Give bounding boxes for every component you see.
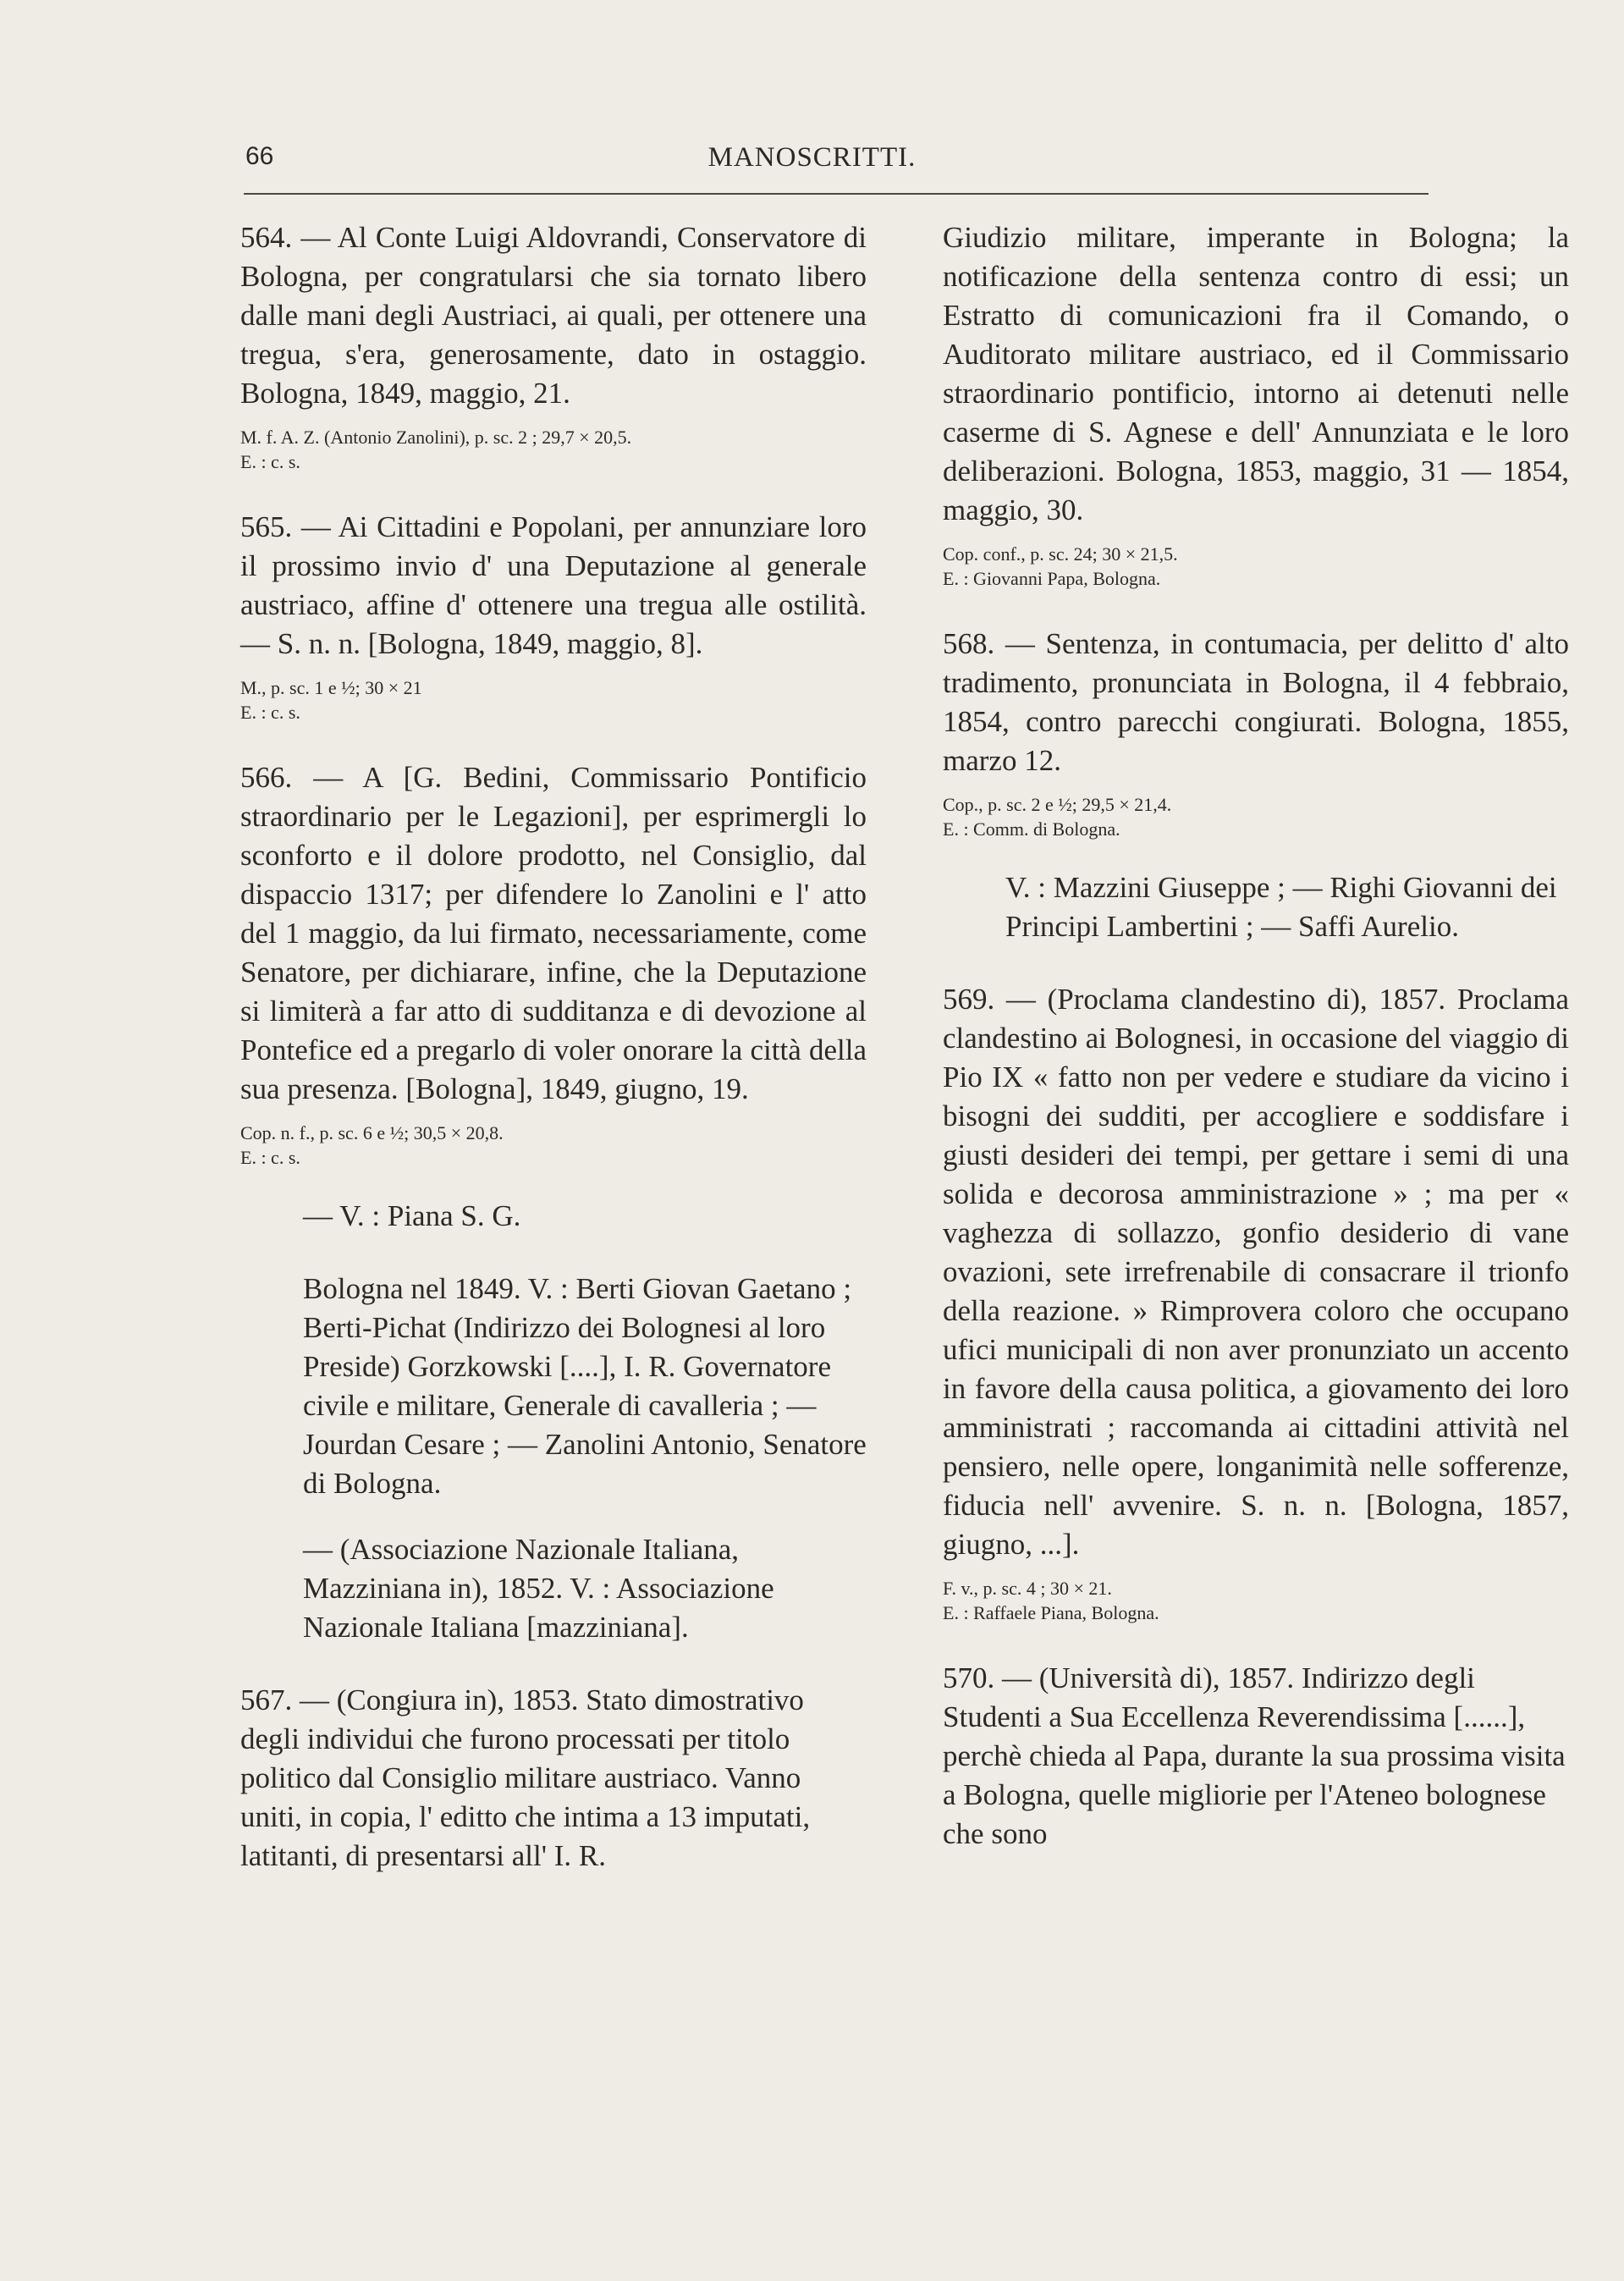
- note-line: E. : Comm. di Bologna.: [943, 818, 1120, 840]
- entry-note: [240, 675, 867, 725]
- entry-note: [943, 1576, 1569, 1625]
- subject-heading-bologna-1849: Bologna nel 1849. V. : Berti Giovan Gaetano ; Berti-Pichat (Indirizzo dei Bolognesi al loro Preside) Gorzkowski [....], I. R. Governatore civile e militare, Generale di cavalleria ; — Jourdan Cesare ; — Zanolini Antonio, Senatore di Bologna.: [303, 1272, 867, 1500]
- running-title: MANOSCRITTI.: [707, 142, 917, 173]
- note-line: E. : Giovanni Papa, Bologna.: [943, 568, 1161, 589]
- note-line: E. : c. s.: [240, 702, 300, 723]
- entry-565: [240, 508, 867, 725]
- note-line: Cop. n. f., p. sc. 6 e ½; 30,5 × 20,8.: [240, 1122, 504, 1143]
- left-column: [240, 218, 867, 1876]
- header-rule: [244, 193, 1429, 195]
- note-line: E. : c. s.: [240, 451, 300, 472]
- entry-566: [240, 758, 867, 1170]
- note-line: E. : c. s.: [240, 1147, 300, 1168]
- entry-text: 568. — Sentenza, in contumacia, per delitto d' alto tradimento, pronunciata in Bologna, il 4 febbraio, 1854, contro parecchi congiurati. Bologna, 1855, marzo 12.: [943, 627, 1569, 777]
- entry-note: [240, 1121, 867, 1170]
- note-line: M. f. A. Z. (Antonio Zanolini), p. sc. 2 ; 29,7 × 20,5.: [240, 427, 632, 448]
- entry-569: [943, 980, 1569, 1625]
- entry-note: [943, 542, 1569, 591]
- cross-reference: — V. : Piana S. G.: [303, 1199, 521, 1232]
- entry-567: 567. — (Congiura in), 1853. Stato dimostrativo degli individui che furono processati per titolo politico dal Consiglio militare austriaco. Vanno uniti, in copia, l' editto che intima a 13 imputati, latitanti, di presentarsi all' I. R.: [240, 1683, 811, 1872]
- entry-text: Giudizio militare, imperante in Bologna; la notificazione della sentenza contro di essi; un Estratto di comunicazioni fra il Comando, o Auditorato militare austriaco, ed il Commissario straordinario pontificio, intorno ai detenuti nelle caserme di S. Agnese e dell' Annunziata e le loro deliberazioni. Bologna, 1853, maggio, 31 — 1854, maggio, 30.: [943, 221, 1569, 526]
- entry-text: 565. — Ai Cittadini e Popolani, per annunziare loro il prossimo invio d' una Deputazione al generale austriaco, affine d' ottenere una tregua alle ostilità. — S. n. n. [Bologna, 1849, maggio, 8].: [240, 510, 867, 660]
- right-column: [943, 218, 1569, 1854]
- entry-text: 569. — (Proclama clandestino di), 1857. Proclama clandestino ai Bolognesi, in occasione del viaggio di Pio IX « fatto non per vedere e studiare da vicino i bisogni dei sudditi, per accogliere e soddisfare i giusti desideri dei tempi, per gettare i semi di una solida e decorosa amministrazione » ; ma per « vaghezza di sollazzo, gonfio desiderio di vane ovazioni, sete irrefrenabile di consacrare il trionfo della reazione. » Rimprovera coloro che occupano ufici municipali di non aver pronunziato un accento in favore della causa politica, a giovamento dei loro amministrati ; raccomanda ai cittadini attività nel pensiero, nelle opere, longanimità nelle sofferenze, fiducia nell' avvenire. S. n. n. [Bologna, 1857, giugno, ...].: [943, 983, 1569, 1561]
- entry-568: [943, 625, 1569, 841]
- entry-note: [943, 792, 1569, 841]
- entry-564: [240, 218, 867, 474]
- note-line: E. : Raffaele Piana, Bologna.: [943, 1602, 1159, 1623]
- cross-reference: V. : Mazzini Giuseppe ; — Righi Giovanni dei Principi Lambertini ; — Saffi Aurelio.: [1005, 871, 1557, 943]
- page-number: 66: [245, 142, 274, 170]
- note-line: Cop., p. sc. 2 e ½; 29,5 × 21,4.: [943, 794, 1172, 815]
- subject-heading-associazione: — (Associazione Nazionale Italiana, Mazziniana in), 1852. V. : Associazione Nazionale Italiana [mazziniana].: [303, 1533, 774, 1644]
- note-line: M., p. sc. 1 e ½; 30 × 21: [240, 677, 422, 698]
- entry-567-continued: [943, 218, 1569, 591]
- note-line: Cop. conf., p. sc. 24; 30 × 21,5.: [943, 543, 1178, 565]
- note-line: F. v., p. sc. 4 ; 30 × 21.: [943, 1578, 1112, 1599]
- entry-text: 564. — Al Conte Luigi Aldovrandi, Conservatore di Bologna, per congratularsi che sia tornato libero dalle mani degli Austriaci, ai quali, per ottenere una tregua, s'era, generosamente, dato in ostaggio. Bologna, 1849, maggio, 21.: [240, 221, 867, 410]
- entry-570: 570. — (Università di), 1857. Indirizzo degli Studenti a Sua Eccellenza Reverendissima [......], perchè chieda al Papa, durante la sua prossima visita a Bologna, quelle migliorie per l'Ateneo bolognese che sono: [943, 1661, 1566, 1850]
- entry-note: [240, 425, 867, 474]
- entry-text: 566. — A [G. Bedini, Commissario Pontificio straordinario per le Legazioni], per esprimergli lo sconforto e il dolore prodotto, nel Consiglio, dal dispaccio 1317; per difendere lo Zanolini e l' atto del 1 maggio, da lui firmato, necessariamente, come Senatore, per dichiarare, infine, che la Deputazione si limiterà a far atto di sudditanza e di devozione al Pontefice ed a pregarlo di voler onorare la città della sua presenza. [Bologna], 1849, giugno, 19.: [240, 761, 867, 1105]
